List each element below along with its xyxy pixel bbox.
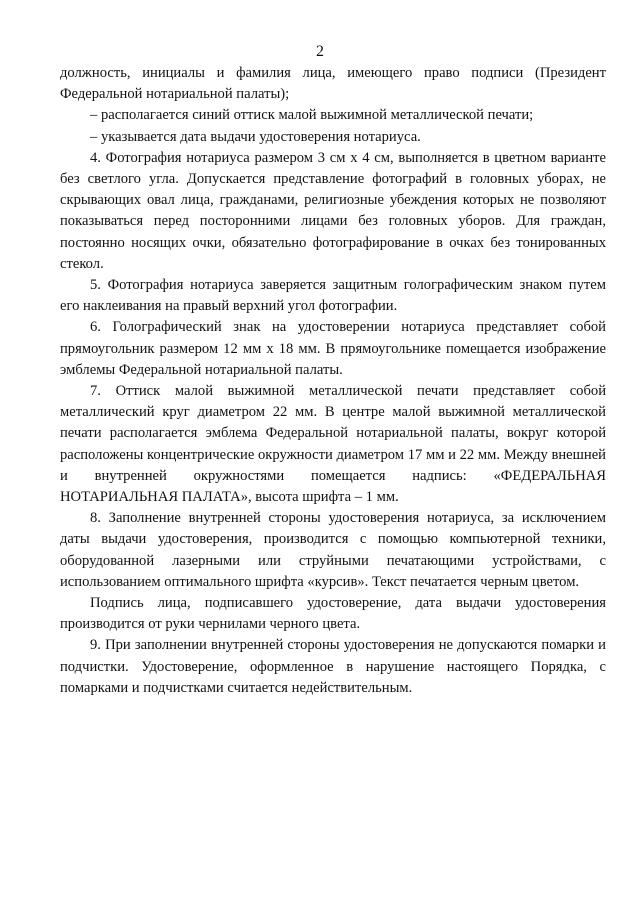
paragraph-signature: Подпись лица, подписавшего удостоверение, дата выдачи удостоверения производится от руки чернилами черного цвета. (60, 595, 606, 633)
document-body (60, 63, 606, 699)
paragraph-4-photo: 4. Фотография нотариуса размером 3 см х 4 см, выполняется в цветном варианте без светлого угла. Допускается представление фотографий в головных уборах, не скрывающих овал лица, гражданами, религиозные убеждения которых не позволяют показываться перед посторонними лицами без головных уборов. Для граждан, постоянно носящих очки, обязательно фотографирование в очках без тонированных стекол. (60, 149, 606, 272)
paragraph-5-photo-certification: 5. Фотография нотариуса заверяется защитным голографическим знаком путем его наклеивания на правый верхний угол фотографии. (60, 277, 606, 315)
paragraph-seal-imprint-item: – располагается синий оттиск малой выжимной металлической печати; (90, 107, 534, 124)
paragraph-7-seal: 7. Оттиск малой выжимной металлической печати представляет собой металлический круг диаметром 22 мм. В центре малой выжимной металлической печати располагается эмблема Федеральной нотариальной палаты, вокруг которой расположены концентрические окружности диаметром 17 мм и 22 мм. Между внешней и внутренней окружностями помещается надпись: «ФЕДЕРАЛЬНАЯ НОТАРИАЛЬНАЯ ПАЛАТА», высота шрифта – 1 мм. (60, 383, 606, 506)
paragraph-8-filling: 8. Заполнение внутренней стороны удостоверения нотариуса, за исключением даты выдачи удостоверения, производится с помощью компьютерной техники, оборудованной лазерными или струйными печатающими устройствами, с использованием оптимального шрифта «курсив». Текст печатается черным цветом. (60, 510, 606, 590)
paragraph-9-corrections: 9. При заполнении внутренней стороны удостоверения не допускаются помарки и подчистки. Удостоверение, оформленное в нарушение настоящего Порядка, с помарками и подчистками считается недействительным. (60, 637, 606, 696)
paragraph-6-holographic-sign: 6. Голографический знак на удостоверении нотариуса представляет собой прямоугольник размером 12 мм х 18 мм. В прямоугольнике помещается изображение эмблемы Федеральной нотариальной палаты. (60, 319, 606, 378)
page-number: 2 (316, 43, 324, 60)
paragraph-signatory-continuation: должность, инициалы и фамилия лица, имеющего право подписи (Президент Федеральной нотариальной палаты); (60, 65, 606, 103)
paragraph-issue-date-item: – указывается дата выдачи удостоверения нотариуса. (90, 128, 421, 145)
